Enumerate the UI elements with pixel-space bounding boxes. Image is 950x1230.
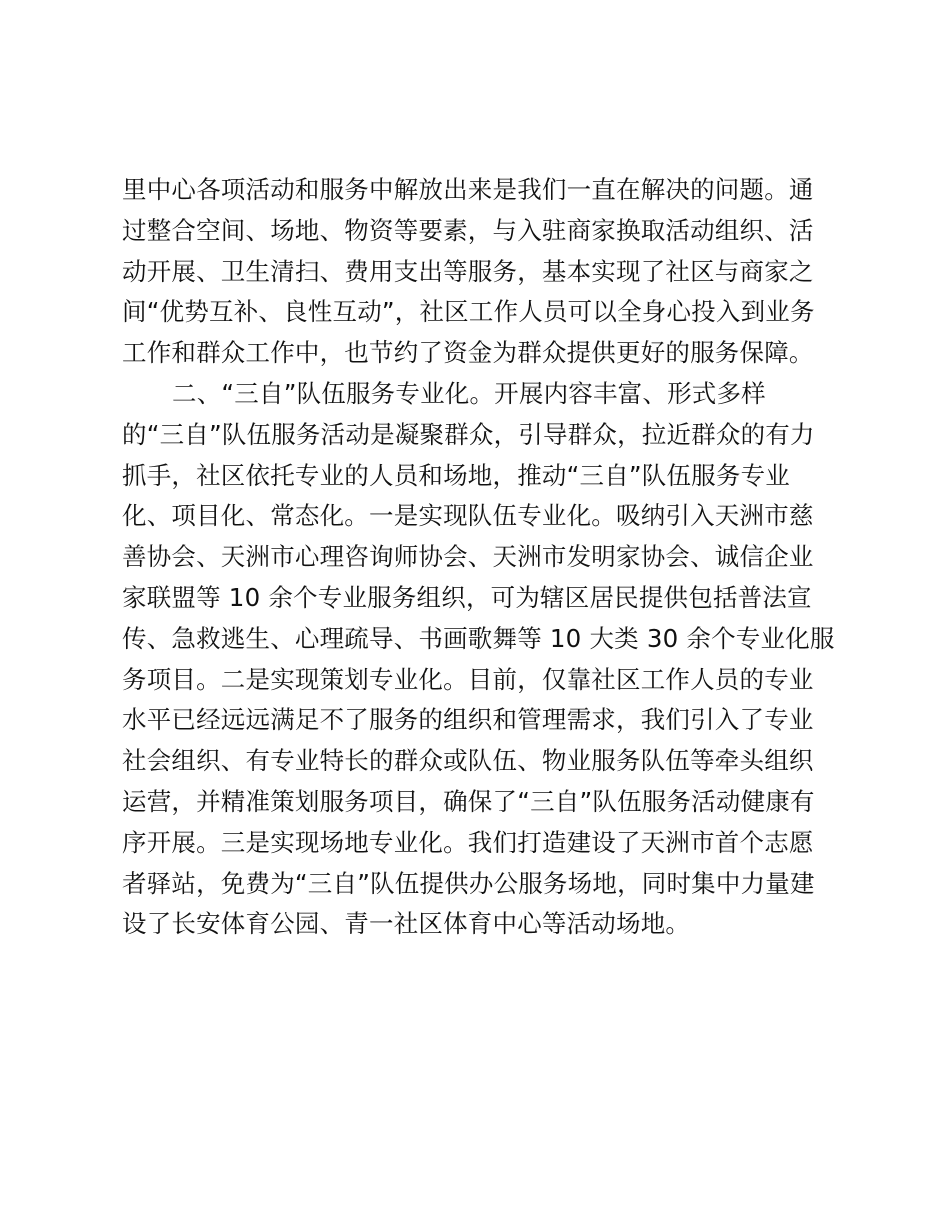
text-line: 的“三自”队伍服务活动是凝聚群众，引导群众，拉近群众的有力 xyxy=(122,419,815,449)
text-line: 工作和群众工作中，也节约了资金为群众提供更好的服务保障。 xyxy=(122,338,814,368)
text-line: 善协会、天洲市心理咨询师协会、天洲市发明家协会、诚信企业 xyxy=(122,542,814,572)
text-line: 化、项目化、常态化。一是实现队伍专业化。吸纳引入天洲市慈 xyxy=(122,501,814,531)
text-line: 间“优势互补、良性互动”，社区工作人员可以全身心投入到业务 xyxy=(122,297,815,327)
text-line: 社会组织、有专业特长的群众或队伍、物业服务队伍等牵头组织 xyxy=(122,746,814,776)
text-line: 水平已经远远满足不了服务的组织和管理需求，我们引入了专业 xyxy=(122,705,814,735)
text-line: 设了长安体育公园、青一社区体育中心等活动场地。 xyxy=(122,909,691,939)
section-heading-line: 二、“三自”队伍服务专业化。开展内容丰富、形式多样 xyxy=(172,378,766,408)
text-line: 家联盟等 10 余个专业服务组织，可为辖区居民提供包括普法宣 xyxy=(122,582,812,612)
text-line: 动开展、卫生清扫、费用支出等服务，基本实现了社区与商家之 xyxy=(122,256,814,286)
text-line: 务项目。二是实现策划专业化。目前，仅靠社区工作人员的专业 xyxy=(122,664,814,694)
text-line: 过整合空间、场地、物资等要素，与入驻商家换取活动组织、活 xyxy=(122,215,814,245)
text-line: 抓手，社区依托专业的人员和场地，推动“三自”队伍服务专业 xyxy=(122,460,790,490)
text-line: 序开展。三是实现场地专业化。我们打造建设了天洲市首个志愿 xyxy=(122,827,814,857)
text-line: 者驿站，免费为“三自”队伍提供办公服务场地，同时集中力量建 xyxy=(122,868,815,898)
text-line: 运营，并精准策划服务项目，确保了“三自”队伍服务活动健康有 xyxy=(122,786,815,816)
body-text xyxy=(122,170,842,945)
text-line: 里中心各项活动和服务中解放出来是我们一直在解决的问题。通 xyxy=(122,175,814,204)
text-line: 传、急救逃生、心理疏导、书画歌舞等 10 大类 30 余个专业化服 xyxy=(122,623,835,653)
